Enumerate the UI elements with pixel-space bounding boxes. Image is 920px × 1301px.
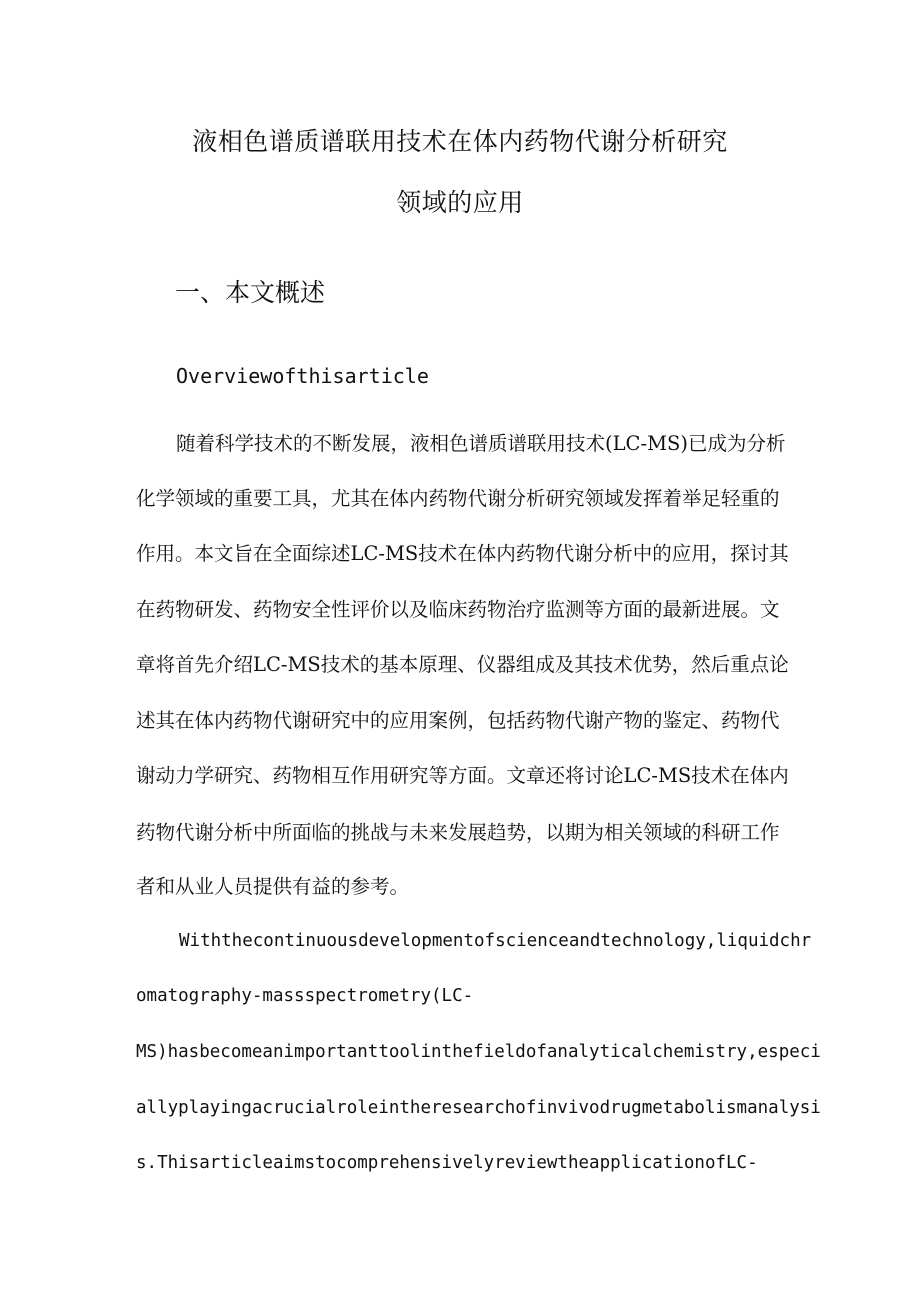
paragraph-cn-line: 在药物研发、药物安全性评价以及临床药物治疗监测等方面的最新进展。文 bbox=[136, 598, 780, 621]
paragraph-en-line: s.ThisarticleaimstocomprehensivelyreviewtheapplicationofLC- bbox=[136, 1153, 758, 1173]
paragraph-en-line: Withthecontinuousdevelopmentofscienceandtechnology,liquidchr bbox=[179, 931, 812, 951]
document-title-line-2: 领域的应用 bbox=[396, 188, 524, 217]
paragraph-en-line: allyplayingacrucialroleintheresearchofinvivodrugmetabolismanalysi bbox=[136, 1098, 821, 1118]
paragraph-cn-line: 谢动力学研究、药物相互作用研究等方面。文章还将讨论LC-MS技术在体内 bbox=[136, 764, 789, 787]
document-title-line-1: 液相色谱质谱联用技术在体内药物代谢分析研究 bbox=[192, 127, 728, 156]
paragraph-cn-line: 药物代谢分析中所面临的挑战与未来发展趋势，以期为相关领域的科研工作 bbox=[136, 821, 780, 844]
paragraph-cn-line: 章将首先介绍LC-MS技术的基本原理、仪器组成及其技术优势，然后重点论 bbox=[136, 653, 789, 676]
paragraph-en-line: omatography-massspectrometry(LC- bbox=[136, 986, 474, 1006]
section-heading: 一、本文概述 bbox=[175, 278, 326, 307]
section-subheading: Overviewofthisarticle bbox=[176, 364, 429, 388]
paragraph-cn-line: 述其在体内药物代谢研究中的应用案例，包括药物代谢产物的鉴定、药物代 bbox=[136, 709, 780, 732]
paragraph-cn-line: 作用。本文旨在全面综述LC-MS技术在体内药物代谢分析中的应用，探讨其 bbox=[136, 542, 789, 565]
paragraph-en-line: MS)hasbecomeanimportanttoolinthefieldofanalyticalchemistry,especi bbox=[136, 1042, 821, 1062]
paragraph-cn-line: 者和从业人员提供有益的参考。 bbox=[136, 875, 410, 898]
paragraph-cn-line: 化学领域的重要工具，尤其在体内药物代谢分析研究领域发挥着举足轻重的 bbox=[136, 487, 780, 510]
paragraph-cn-line: 随着科学技术的不断发展，液相色谱质谱联用技术(LC-MS)已成为分析 bbox=[176, 432, 786, 455]
